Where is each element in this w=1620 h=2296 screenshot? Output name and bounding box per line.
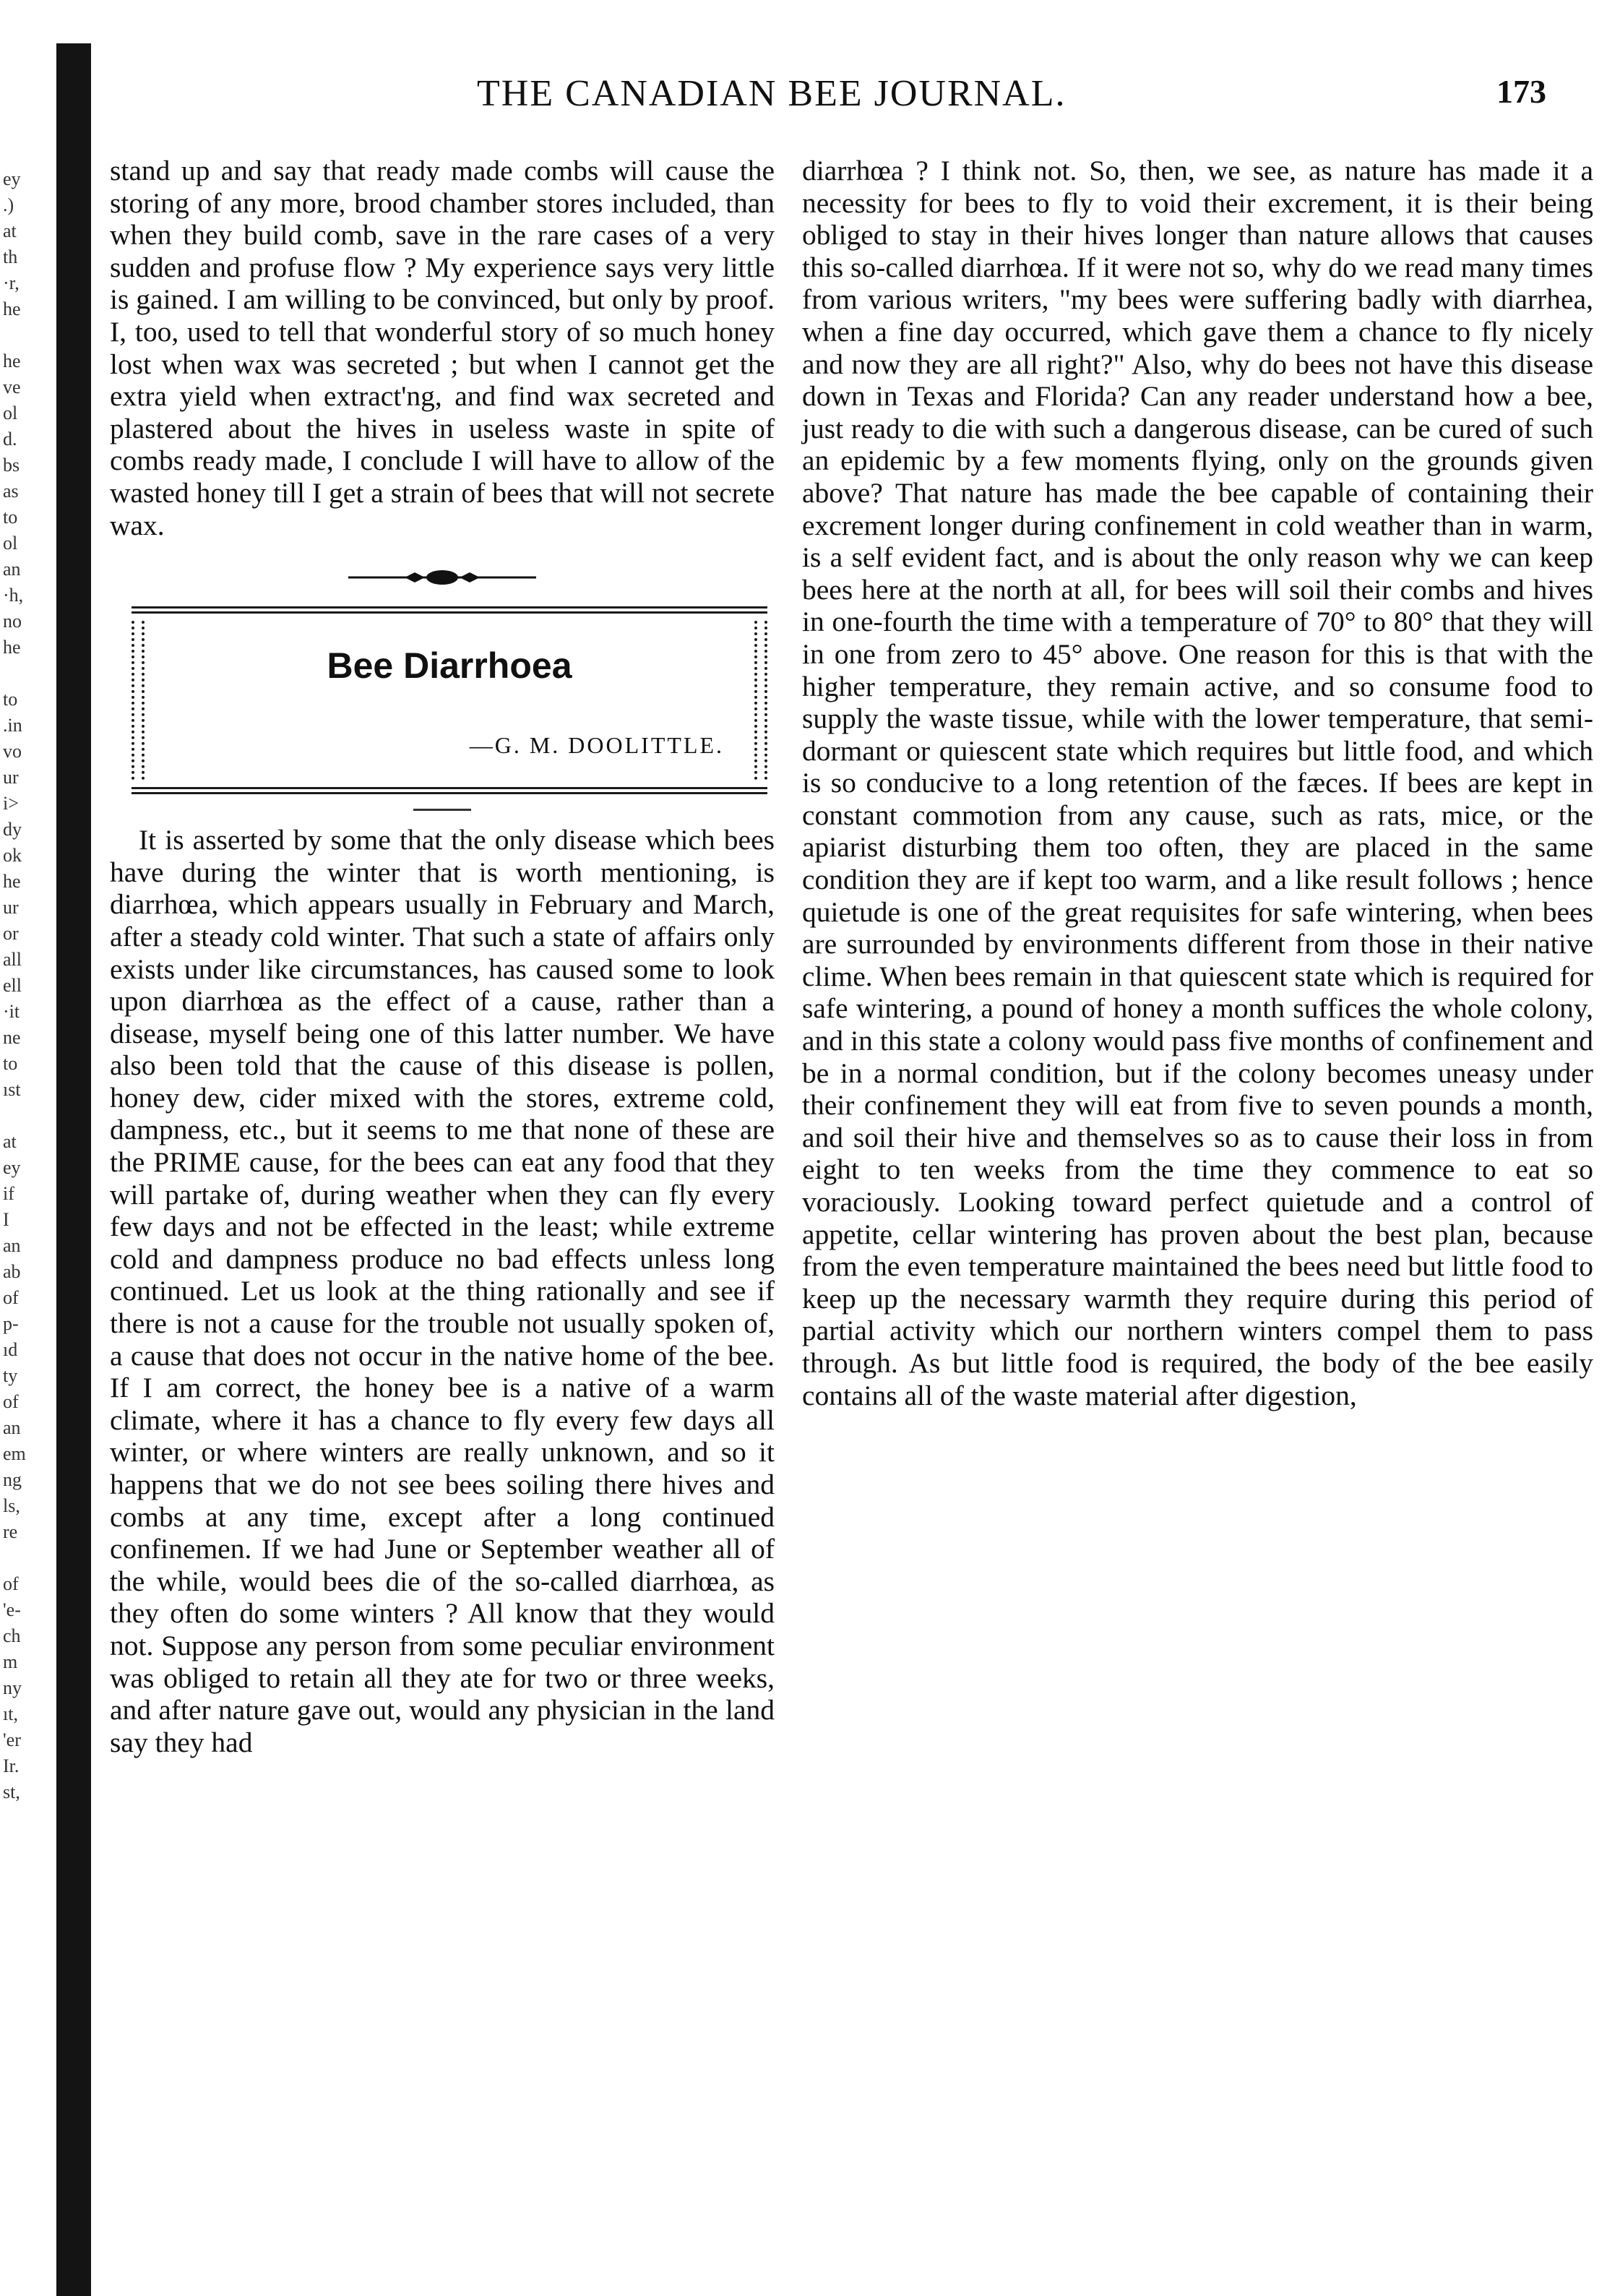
margin-fragment bbox=[3, 661, 53, 687]
margin-fragment: of bbox=[3, 1391, 19, 1412]
margin-fragment: th bbox=[3, 246, 18, 267]
margin-fragment: he bbox=[3, 351, 21, 371]
margin-fragment: d. bbox=[3, 429, 17, 450]
margin-fragment bbox=[3, 1545, 53, 1571]
margin-fragment: ur bbox=[3, 897, 19, 918]
margin-fragment: p- bbox=[3, 1313, 19, 1334]
article-paragraph: It is asserted by some that the only disease which bees have during the winter that is worth mentioning, is diarrhœa, which appears usually in February and March, after a steady cold winter. That such a state of affairs only exists under like circumstances, has caused some to look upon diarrhœa as the effect of a cause, rather than a disease, myself being one of this latter number. We have also been told that the cause of this disease is pollen, honey dew, cider mixed with the stores, extreme cold, dampness, etc., but it seems to me that none of these are the PRIME cause, for the bees can eat any food that they will partake of, during weather when they can fly every few days and not be effected in the least; while extreme cold and dampness produce no bad effects unless long continued. Let us look at the thing rationally and see if there is not a cause for the trouble not usually spoken of, a cause that does not occur in the native home of the bee. If I am correct, the honey bee is a native of a warm climate, where it has a chance to fly every few days all winter, or where winters are really unknown, and so it happens that we do not see bees soiling there hives and combs at any time, except after a long continued confinemen. If we had June or September weather all of the while, would bees die of the so-called diarrhœa, as they often do some winters ? All know that they would not. Suppose any person from some peculiar environment was obliged to retain all they ate for two or three weeks, and after nature gave out, would any physician in the land say they had bbox=[110, 824, 775, 1758]
margin-fragment: 'e- bbox=[3, 1599, 21, 1620]
article-title: Bee Diarrhoea bbox=[327, 645, 572, 687]
margin-fragment: ve bbox=[3, 377, 21, 397]
margin-fragment: all bbox=[3, 949, 22, 970]
margin-fragment: ok bbox=[3, 845, 22, 866]
margin-fragment: ıt, bbox=[3, 1703, 18, 1724]
divider-ornament-icon bbox=[348, 567, 536, 588]
margin-fragment: ·r, bbox=[3, 272, 20, 293]
margin-fragment: ls, bbox=[3, 1495, 20, 1516]
margin-fragment: an bbox=[3, 559, 21, 580]
binding-gutter bbox=[56, 43, 91, 2296]
margin-fragment: ab bbox=[3, 1261, 21, 1282]
margin-fragment: at bbox=[3, 220, 17, 241]
margin-fragment: or bbox=[3, 923, 19, 944]
section-divider-ornament bbox=[110, 563, 775, 585]
margin-fragment: of bbox=[3, 1287, 19, 1308]
margin-fragment: he bbox=[3, 298, 21, 319]
margin-fragment: an bbox=[3, 1235, 21, 1256]
margin-fragment bbox=[3, 1103, 53, 1129]
margin-fragment: dy bbox=[3, 819, 22, 840]
margin-fragment: vo bbox=[3, 741, 22, 762]
page-number: 173 bbox=[1496, 73, 1546, 110]
margin-fragment: to bbox=[3, 507, 18, 528]
article-byline: —G. M. DOOLITTLE. bbox=[469, 732, 724, 759]
margin-fragment: he bbox=[3, 871, 21, 892]
margin-fragment: ·it bbox=[3, 1001, 20, 1022]
margin-fragment: .in bbox=[3, 715, 22, 736]
margin-fragment: to bbox=[3, 1053, 18, 1074]
margin-fragment: at bbox=[3, 1131, 17, 1152]
margin-fragment bbox=[3, 322, 53, 348]
margin-fragment: ey bbox=[3, 1157, 21, 1178]
continued-paragraph: stand up and say that ready made combs will cause the storing of any more, brood chamber stores included, than when they build comb, save in the rare cases of a very sudden and profuse flow ? My experience says very little is gained. I am willing to be convinced, but only by proof. I, too, used to tell that wonderful story of so much honey lost when wax was secreted ; but when I cannot get the extra yield when extract'ng, and find wax secreted and plastered about the hives in useless waste in spite of combs ready made, I conclude I will have to allow of the wasted honey till I get a strain of bees that will not secrete wax. bbox=[110, 155, 775, 541]
margin-fragment: ol bbox=[3, 533, 18, 554]
page-header bbox=[434, 72, 1590, 123]
margin-fragment: ·h, bbox=[3, 585, 24, 606]
ornament-border-left bbox=[132, 621, 145, 780]
margin-fragment: no bbox=[3, 611, 22, 632]
margin-fragment: ell bbox=[3, 975, 22, 996]
margin-fragment: m bbox=[3, 1651, 18, 1672]
article-title-box bbox=[132, 606, 767, 794]
margin-fragment: ey bbox=[3, 168, 21, 189]
margin-fragment: he bbox=[3, 637, 21, 658]
margin-fragment: ur bbox=[3, 767, 19, 788]
right-column bbox=[802, 155, 1593, 1411]
margin-fragment: to bbox=[3, 689, 18, 710]
margin-fragment: re bbox=[3, 1521, 18, 1542]
margin-fragment: st, bbox=[3, 1781, 20, 1802]
margin-fragment: .) bbox=[3, 194, 14, 215]
margin-fragments bbox=[3, 166, 53, 1805]
margin-fragment: as bbox=[3, 481, 19, 502]
right-column-paragraph: diarrhœa ? I think not. So, then, we see, as nature has made it a necessity for bees to fly to void their excrement, it is their being obliged to stay in their hives longer than nature allows that causes this so-called diarrhœa. If it were not so, why do we read many times from various writers, "my bees were suffering badly with diarrhea, when a fine day occurred, which gave them a chance to fly nicely and now they are all right?" Also, why do bees not have this disease down in Texas and Florida? Can any reader understand how a bee, just ready to die with such a dangerous disease, can be cured of such an epidemic by a few moments flying, only on the grounds given above? That nature has made the bee capable of containing their excrement longer during confinement in cold weather than in warm, is a self evident fact, and is about the only reason why we can keep bees here at the north at all, for bees will soil their combs and hives in one-fourth the time with a temperature of 70° to 80° that they will in one from zero to 45° above. One reason for this is that with the higher temperature, they remain active, and so consume food to supply the waste tissue, while with the lower temperature, that semi-dormant or quiescent state which requires but little food, and which is so conducive to a long retention of the fæces. If bees are kept in constant commotion from any cause, such as rats, mice, or the apiarist disturbing them too often, they are placed in the same condition they are if kept too warm, and a like result follows ; hence quietude is one of the great requisites for safe wintering, when bees are surrounded by environments different from those in their native clime. When bees remain in that quiescent state which is required for safe wintering, a pound of honey a month suffices the whole colony, and in this state a colony would pass five months of confinement and be in a normal condition, but if the colony becomes uneasy under their confinement they will eat from five to seven pounds a month, and soil their hive and themselves so as to cause their loss in from eight to ten weeks from the time they commence to eat so voraciously. Looking toward perfect quietude and a control of appetite, cellar wintering has proven about the best plan, because from the even temperature maintained the bees need but little food to keep up the necessary warmth they require during this period of partial activity which our northern winters compel them to pass through. As but little food is required, the body of the bee easily contains all of the waste material after digestion, bbox=[802, 155, 1593, 1411]
margin-fragment: ng bbox=[3, 1469, 22, 1490]
journal-title: THE CANADIAN BEE JOURNAL. bbox=[477, 73, 1067, 114]
margin-fragment: I bbox=[3, 1209, 9, 1230]
margin-fragment: ıd bbox=[3, 1339, 18, 1360]
left-column bbox=[110, 155, 775, 1758]
margin-fragment: if bbox=[3, 1183, 14, 1204]
margin-fragment: Ir. bbox=[3, 1755, 20, 1776]
margin-fragment: ty bbox=[3, 1365, 18, 1386]
margin-fragment: 'er bbox=[3, 1729, 21, 1750]
margin-fragment: ny bbox=[3, 1677, 22, 1698]
margin-fragment: ol bbox=[3, 403, 18, 423]
margin-fragment: em bbox=[3, 1443, 26, 1464]
margin-fragment: of bbox=[3, 1573, 19, 1594]
margin-fragment: ıst bbox=[3, 1079, 21, 1100]
margin-fragment: i> bbox=[3, 793, 19, 814]
margin-fragment: bs bbox=[3, 455, 20, 476]
ornament-border-right bbox=[754, 621, 767, 780]
margin-fragment: an bbox=[3, 1417, 21, 1438]
margin-fragment: ne bbox=[3, 1027, 21, 1048]
margin-fragment: ch bbox=[3, 1625, 21, 1646]
short-rule bbox=[413, 809, 471, 811]
